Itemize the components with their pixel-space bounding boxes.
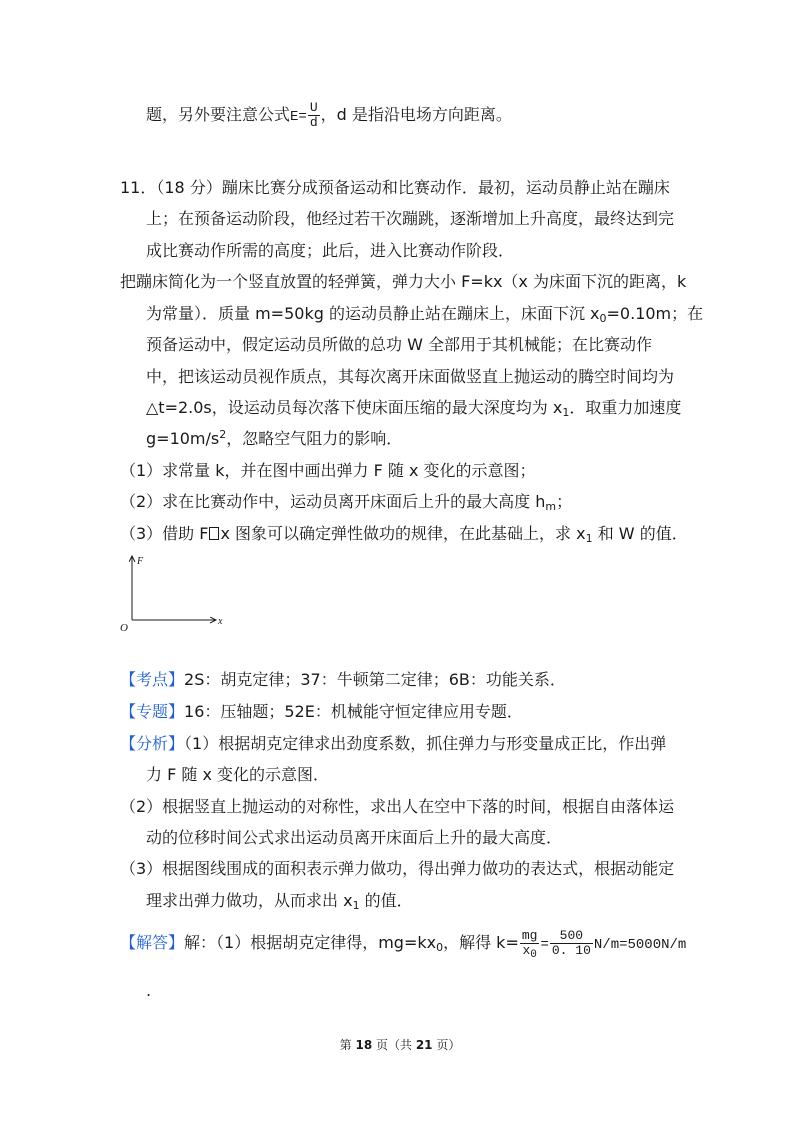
zhuanti-tag: 【专题】 <box>120 702 185 721</box>
current-page: 18 <box>355 1038 373 1052</box>
k-result: N/m=5000N/m <box>593 937 687 953</box>
top-text-pre: 题，另外要注意公式 <box>146 105 291 124</box>
trailing-dot: . <box>146 981 152 1000</box>
f-x-axes-graph <box>112 548 232 643</box>
q11-intro-line-2: 上；在预备运动阶段，他经过若干次蹦跳，逐渐增加上升高度，最终达到完 <box>146 209 675 228</box>
formula-u-over-d: $\frac{U}{d}$ <box>309 100 318 130</box>
fenxi-line-3: （2）根据竖直上抛运动的对称性，求出人在空中下落的时间，根据自由落体运 <box>120 797 675 816</box>
q11-p2-line-4: 中，把该运动员视作质点，其每次离开床面做竖直上抛运动的腾空时间均为 <box>146 367 675 386</box>
x-axis-label: x <box>218 616 223 627</box>
q11-intro-line-3: 成比赛动作所需的高度；此后，进入比赛动作阶段． <box>146 241 515 260</box>
fenxi-line-5: （3）根据图线围成的面积表示弹力做功，得出弹力做功的表达式，根据动能定 <box>120 859 675 878</box>
y-axis-label: F <box>137 556 144 567</box>
origin-label: O <box>120 622 128 634</box>
sub-question-2: （2）求在比赛动作中，运动员离开床面后上升的最大高度 $h_m$； <box>120 492 573 513</box>
kaodian-line: 【考点】2S：胡克定律；37：牛顿第二定律；6B：功能关系． <box>120 670 566 689</box>
q11-intro-line-1: 11．（18 分）蹦床比赛分成预备运动和比赛动作．最初，运动员静止站在蹦床 <box>120 178 670 197</box>
fenxi-line-4: 动的位移时间公式求出运动员离开床面后上升的最大高度． <box>146 828 563 847</box>
top-text-post: ，d 是指沿电场方向距离。 <box>320 105 512 124</box>
missing-glyph-box <box>209 527 219 540</box>
q11-p2-line-5: △t=2.0s，设运动员每次落下使床面压缩的最大深度均为 $x_1$．取重力加速度 <box>146 398 682 419</box>
q11-p2-line-1: 把蹦床简化为一个竖直放置的轻弹簧，弹力大小 F=kx（x 为床面下沉的距离，k <box>120 272 687 291</box>
kaodian-tag: 【考点】 <box>120 670 185 689</box>
fenxi-line-1: 【分析】（1）根据胡克定律求出劲度系数，抓住弹力与形变量成正比，作出弹 <box>120 734 667 753</box>
fraction-mg-over-x0: $\frac{mg}{x_0}$ <box>521 928 538 961</box>
q11-p2-line-2: 为常量）．质量 m=50kg 的运动员静止站在蹦床上，床面下沉 $x_0=0.10m$；在 <box>146 304 704 325</box>
zhuanti-line: 【专题】16：压轴题；52E：机械能守恒定律应用专题． <box>120 702 523 721</box>
fenxi-line-2: 力 F 随 x 变化的示意图． <box>146 765 330 784</box>
page-footer: 第 18 页（共 21 页） <box>339 1038 461 1052</box>
fenxi-line-6: 理求出弹力做功，从而求出 $x_1$ 的值． <box>146 891 413 912</box>
question-number: 11． <box>120 178 157 197</box>
q11-p2-line-3: 预备运动中，假定运动员所做的总功 W 全部用于其机械能；在比赛动作 <box>146 335 652 354</box>
fenxi-tag: 【分析】 <box>120 734 185 753</box>
sub-question-3: （3）借助 F x 图象可以确定弹性做功的规律，在此基础上，求 $x_1$ 和 W 的值． <box>120 524 688 545</box>
jieda-tag: 【解答】 <box>120 933 185 952</box>
total-pages: 21 <box>415 1038 433 1052</box>
fraction-500-over-010: $\frac{500}{0. 10}$ <box>551 928 591 958</box>
sub-question-1: （1）求常量 k，并在图中画出弹力 F 随 x 变化的示意图； <box>120 461 536 480</box>
q11-p2-line-6: $g=10m/s^2$，忽略空气阻力的影响． <box>146 428 403 448</box>
jieda-line: 【解答】解：（1）根据胡克定律得，$mg=kx_0$，解得 k= $\frac{mg}{x_0}$ = $\frac{500}{0. 10}$ N/m=5000N/m <box>120 928 687 961</box>
top-formula-line <box>146 100 512 132</box>
formula-e-lhs: E= <box>290 109 307 125</box>
